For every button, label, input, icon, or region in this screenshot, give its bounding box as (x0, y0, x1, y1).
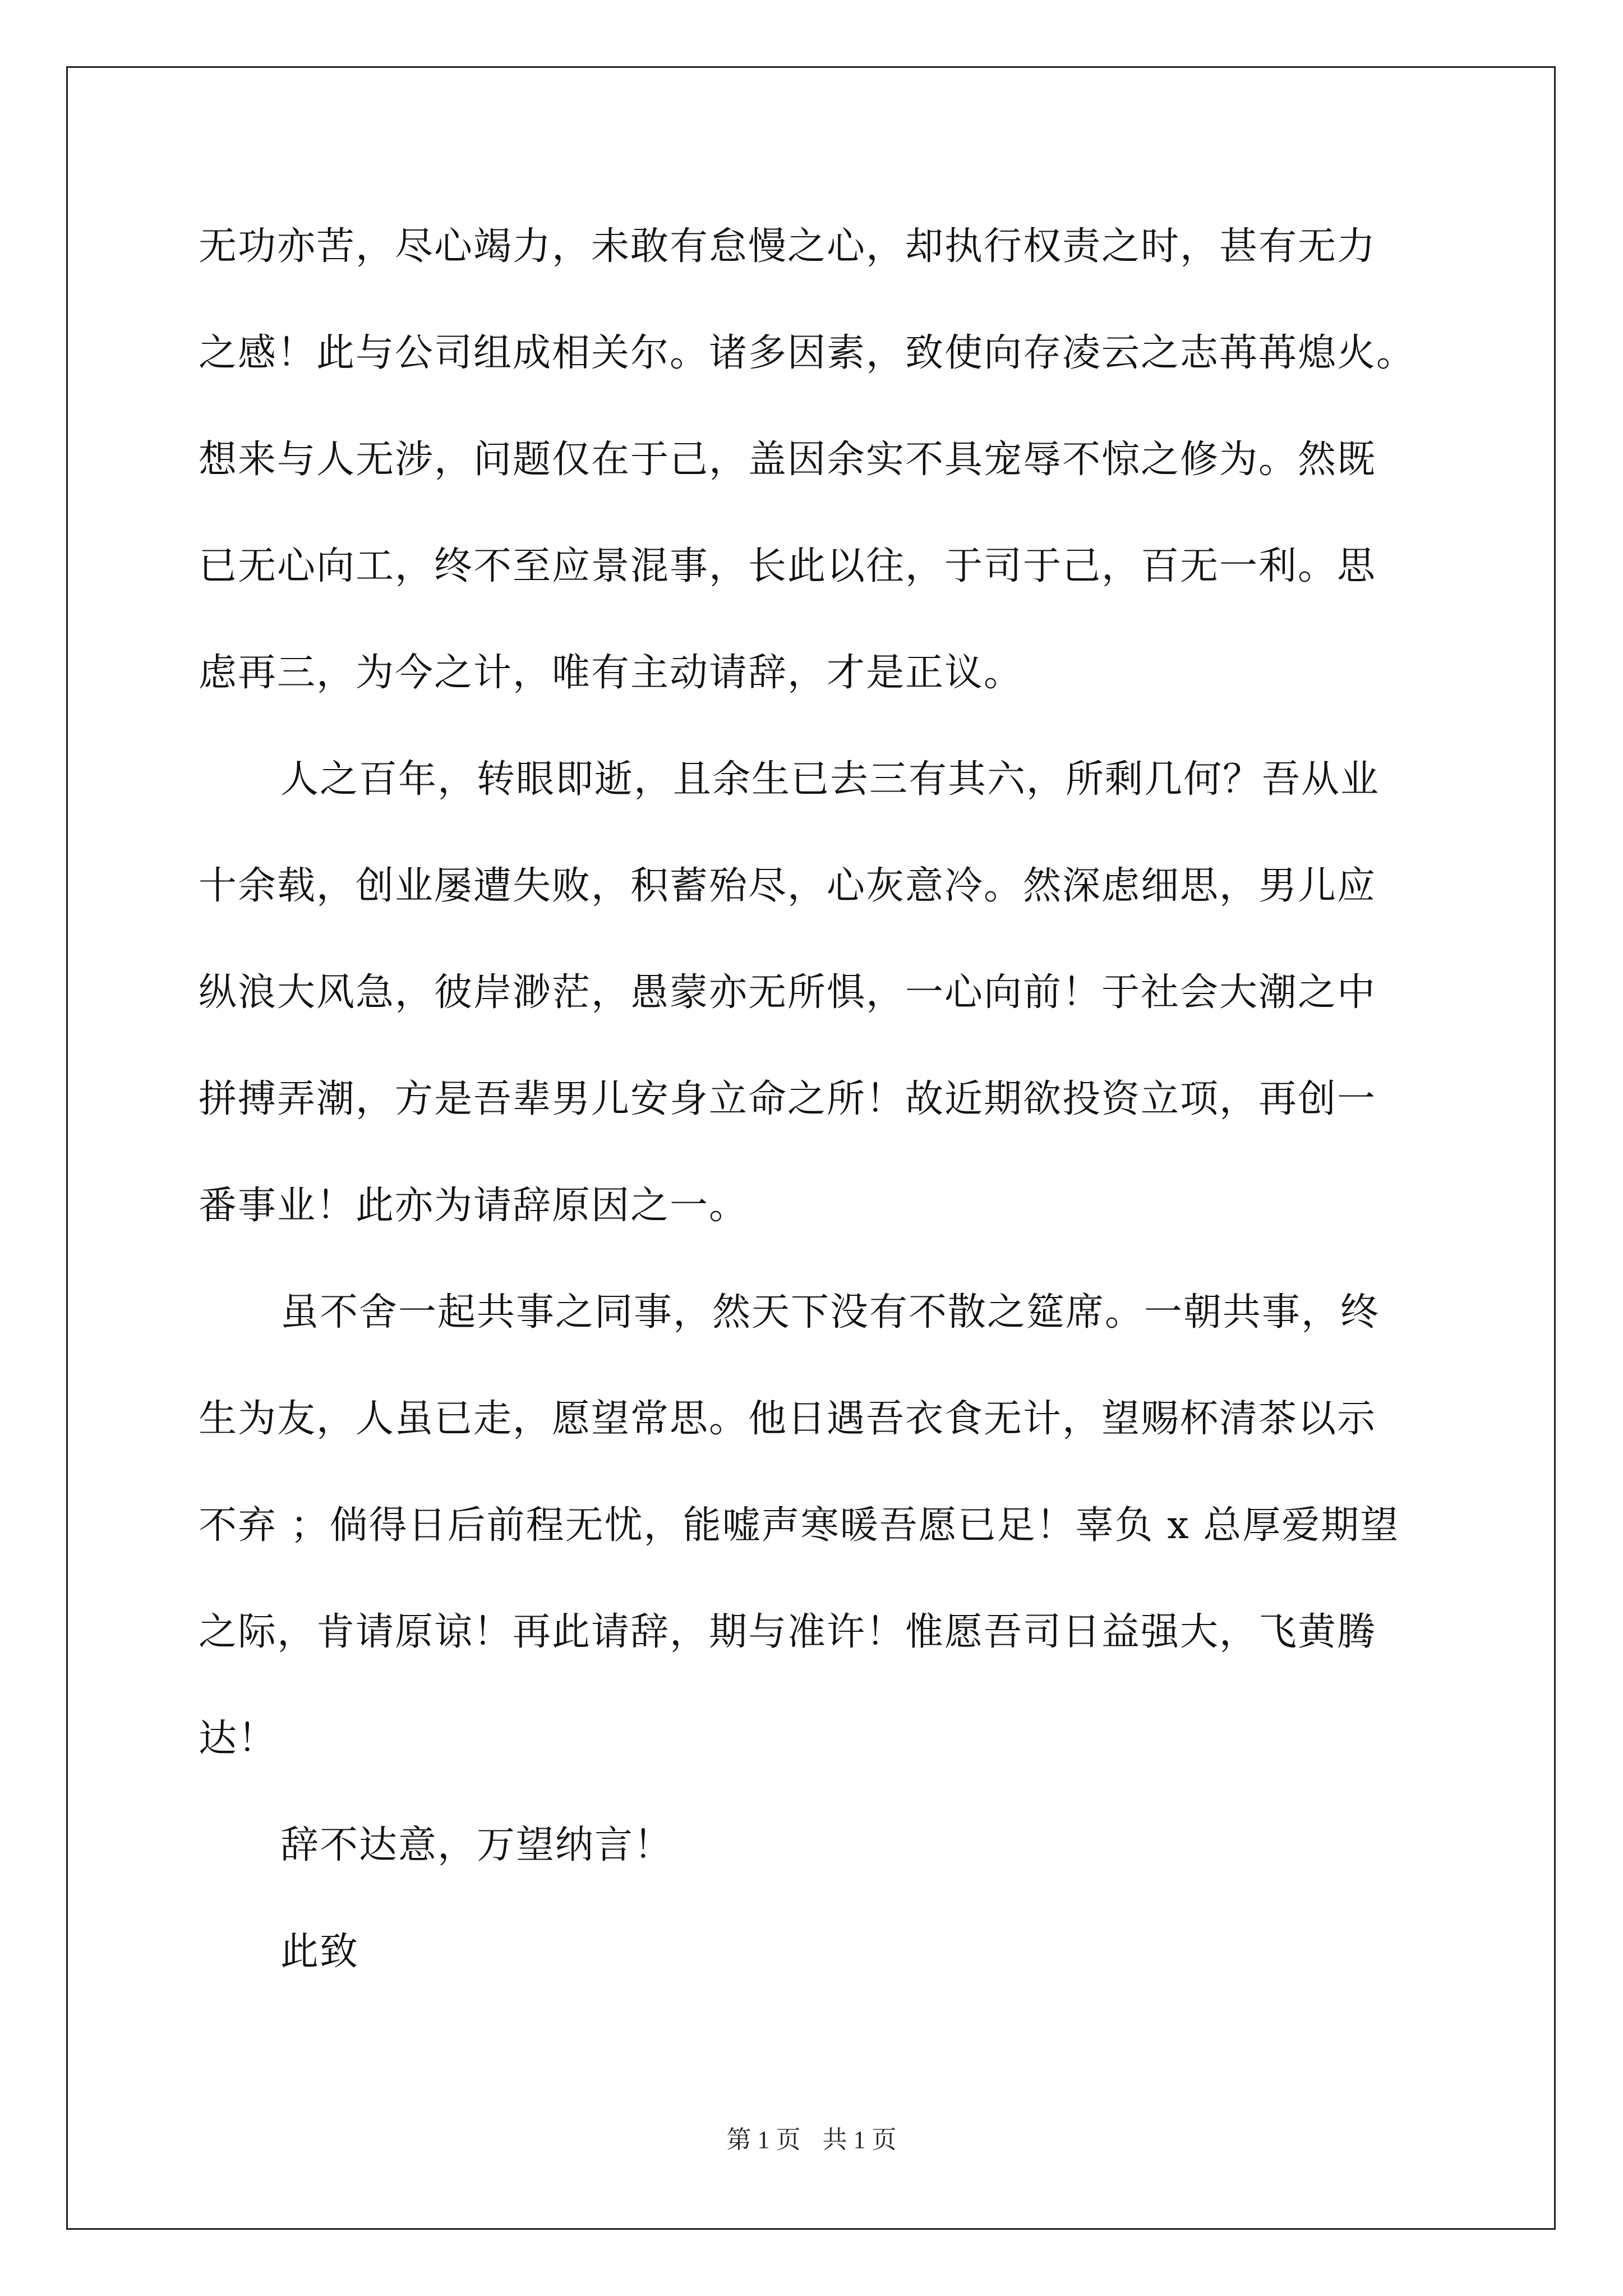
text-line: 十余载，创业屡遭失败，积蓄殆尽，心灰意冷。然深虑细思，男儿应 (199, 864, 1377, 908)
text-line: 无功亦苦，尽心竭力，未敢有怠慢之心，却执行权责之时，甚有无力 (199, 224, 1377, 269)
text-line: 虑再三，为今之计，唯有主动请辞，才是正议。 (199, 651, 1023, 695)
page-border (66, 66, 1556, 2230)
text-line: 之际，肯请原谅！再此请辞，期与准许！惟愿吾司日益强大，飞黄腾 (199, 1610, 1377, 1654)
text-line: 之感！此与公司组成相关尔。诸多因素，致使向存凌云之志苒苒熄火。 (199, 331, 1416, 375)
page-total: 共 1 页 (822, 2126, 897, 2154)
text-line: 生为友，人虽已走，愿望常思。他日遇吾衣食无计，望赐杯清茶以示 (199, 1397, 1377, 1441)
text-line: 人之百年，转眼即逝，且余生已去三有其六，所剩几何？吾从业 (280, 757, 1380, 802)
text-line: 不弃 ；倘得日后前程无忧，能嘘声寒暖吾愿已足！辜负 x 总厚爱期望 (199, 1503, 1400, 1548)
text-line: 番事业！此亦为请辞原因之一。 (199, 1184, 749, 1228)
text-line: 想来与人无涉，问题仅在于己，盖因余实不具宠辱不惊之修为。然既 (199, 438, 1377, 482)
text-line: 达！ (199, 1717, 278, 1761)
text-line: 纵浪大风急，彼岸渺茫，愚蒙亦无所惧，一心向前！于社会大潮之中 (199, 970, 1377, 1015)
text-line: 辞不达意，万望纳言！ (280, 1823, 674, 1867)
page-number: 第 1 页 (726, 2126, 801, 2154)
text-line: 此致 (280, 1930, 359, 1974)
text-line: 拼搏弄潮，方是吾辈男儿安身立命之所！故近期欲投资立项，再创一 (199, 1077, 1377, 1121)
text-line: 已无心向工，终不至应景混事，长此以往，于司于己，百无一利。思 (199, 544, 1377, 588)
page-footer (0, 2119, 1623, 2155)
text-line: 虽不舍一起共事之同事，然天下没有不散之筵席。一朝共事，终 (280, 1290, 1380, 1335)
